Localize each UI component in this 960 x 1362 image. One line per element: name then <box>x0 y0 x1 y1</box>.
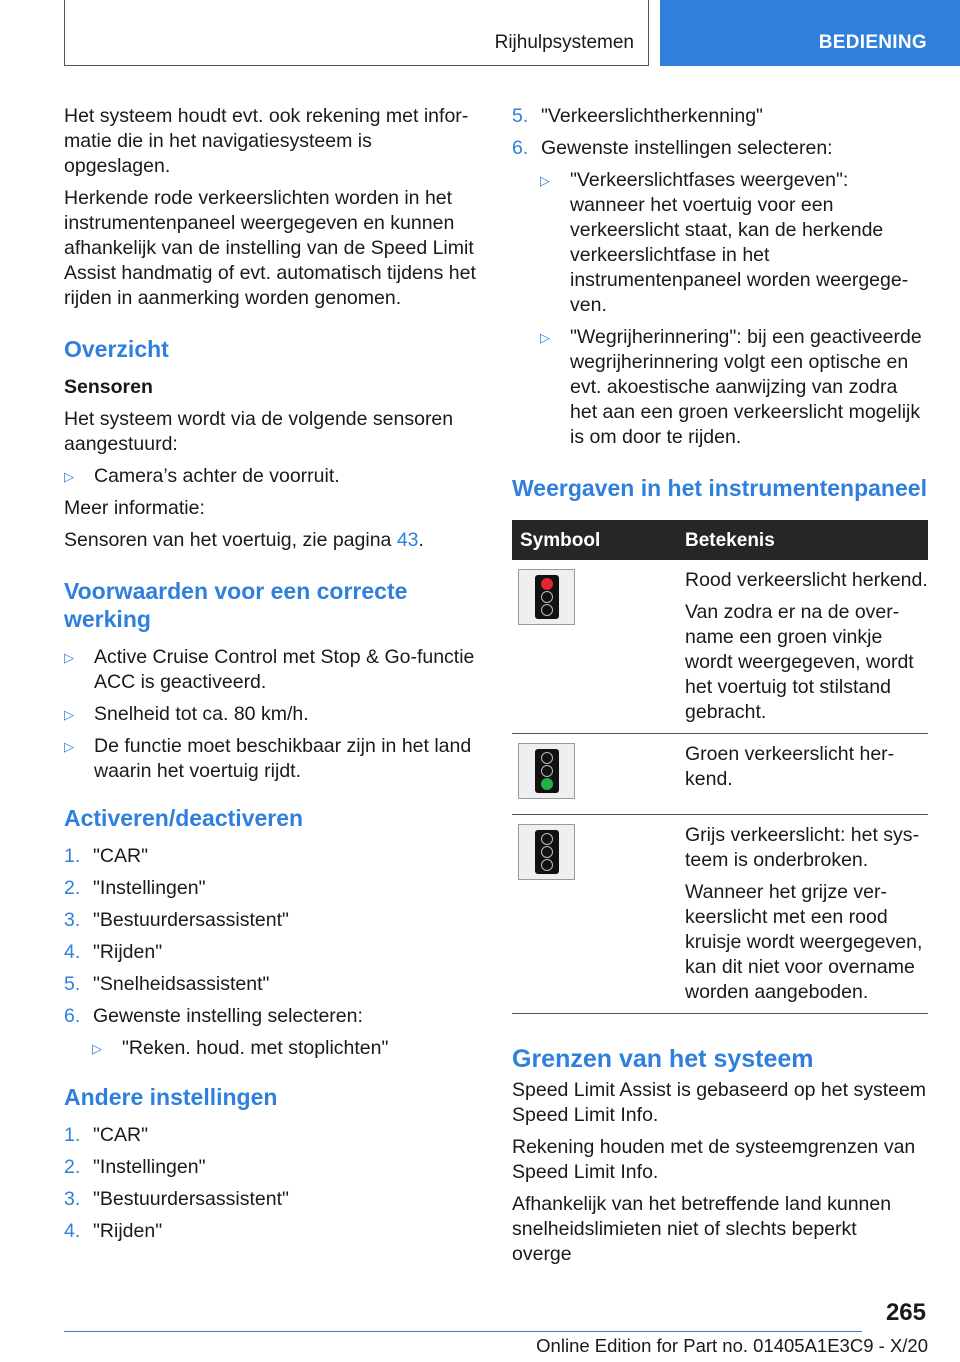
header-chapter-tab <box>660 0 960 66</box>
list-item: 3. "Bestuurdersassistent" <box>64 909 289 931</box>
symbol-table <box>512 520 928 1014</box>
subheading-sensoren: Sensoren <box>64 376 153 398</box>
continued-steps <box>512 104 928 161</box>
triangle-bullet-icon: ▷ <box>64 469 74 484</box>
list-item: ▷ De functie moet beschikbaar zijn in het land waarin het voertuig rijdt. <box>64 735 472 782</box>
chapter-title: BEDIENING <box>818 32 927 53</box>
table-header-row <box>512 520 928 560</box>
activeren-steps <box>64 844 476 1029</box>
page-reference: Sensoren van het voertuig, zie pagina 43. <box>64 529 424 551</box>
triangle-bullet-icon: ▷ <box>540 330 550 345</box>
list-item: 6. Gewenste instellingen selecteren: <box>512 137 833 159</box>
list-item: 6. Gewenste instelling selecteren: <box>64 1005 363 1027</box>
table-row: Grijs verkeerslicht: het systeem is onderbroken. Wanneer het grijze verkeerslicht met een rood kruisje wordt weergegeven, kan dit niet voor overname worden aangeboden. <box>512 815 928 1014</box>
heading-grenzen: Grenzen van het systeem <box>512 1045 814 1073</box>
column-header-symbol: Symbool <box>512 520 685 560</box>
header-section-tab <box>64 0 649 66</box>
triangle-bullet-icon: ▷ <box>64 739 74 754</box>
page-reference-link[interactable]: 43 <box>396 529 419 551</box>
list-item: 1. "CAR" <box>64 1124 149 1146</box>
intro-paragraph-2: Herkende rode verkeerslichten worden in het instrumentenpaneel weergegeven en kunnen afhankelijk van de instelling van de Speed Limit Assist handmatig of evt. automatisch tijdens het rijden in aanmerking worden genomen. <box>64 187 476 309</box>
green-traffic-light-icon <box>518 743 575 799</box>
table-row: Groen verkeerslicht herkend. <box>512 734 928 815</box>
heading-andere: Andere instellingen <box>64 1084 278 1110</box>
sensoren-list <box>64 464 476 489</box>
list-item: 4. "Rijden" <box>64 941 163 963</box>
list-item: 4. "Rijden" <box>64 1220 163 1242</box>
grenzen-paragraph-2: Rekening houden met de systeemgrenzen van Speed Limit Info. <box>512 1136 916 1183</box>
table-row: Rood verkeerslicht herkend. Van zodra er na de overname een groen vinkje wordt weergegeven, wordt het voertuig tot stilstand gebracht. <box>512 560 928 734</box>
andere-steps <box>64 1123 476 1244</box>
heading-overzicht: Overzicht <box>64 336 169 362</box>
list-item: ▷ "Verkeerslichtfases weergeven": wanneer het voertuig voor een verkeerslicht staat, kan de herkende verkeerslichtfase in het instrumentenpaneel worden weergegeven. <box>540 169 909 316</box>
sensoren-paragraph: Het systeem wordt via de volgende sensoren aangestuurd: <box>64 408 454 455</box>
list-item: ▷ Camera’s achter de voorruit. <box>64 465 340 487</box>
more-info-label: Meer informatie: <box>64 497 205 519</box>
footer-divider <box>64 1331 862 1332</box>
page-number: 265 <box>885 1299 926 1326</box>
section-title: Rijhulpsystemen <box>494 32 634 53</box>
footer-edition: Online Edition for Part no. 01405A1E3C9 - X/20 <box>536 1335 928 1356</box>
list-item: 3. "Bestuurdersassistent" <box>64 1188 289 1210</box>
list-item: 2. "Instellingen" <box>64 877 206 899</box>
left-column <box>64 104 476 1251</box>
triangle-bullet-icon: ▷ <box>92 1041 102 1056</box>
list-item: ▷ "Wegrijherinnering": bij een geactiveerde wegrijherinnering volgt een optische en evt. akoestische aanwijzing van zodra het aan een groen verkeerslicht mogelijk is om door te rijden. <box>540 326 922 448</box>
column-header-meaning: Betekenis <box>685 520 928 560</box>
list-item: 5. "Verkeerslichtherkenning" <box>512 105 763 127</box>
heading-weergaven: Weergaven in het instrumentenpaneel <box>512 475 927 501</box>
red-traffic-light-icon <box>518 569 575 625</box>
list-item: ▷ "Reken. houd. met stoplichten" <box>92 1037 389 1059</box>
triangle-bullet-icon: ▷ <box>64 707 74 722</box>
continued-sublist <box>512 168 928 450</box>
intro-paragraph-1: Het systeem houdt evt. ook rekening met informatie die in het navigatiesysteem is opgeslagen. <box>64 105 469 177</box>
voorwaarden-list <box>64 645 476 784</box>
list-item: 5. "Snelheidsassistent" <box>64 973 270 995</box>
list-item: ▷ Snelheid tot ca. 80 km/h. <box>64 703 309 725</box>
list-item: 2. "Instellingen" <box>64 1156 206 1178</box>
heading-activeren: Activeren/deactiveren <box>64 805 304 831</box>
heading-voorwaarden: Voorwaarden voor een correcte werking <box>64 578 408 632</box>
grenzen-paragraph-3: Afhankelijk van het betreffende land kunnen snelheidslimieten niet of slechts beperkt overge <box>512 1193 892 1265</box>
grenzen-paragraph-1: Speed Limit Assist is gebaseerd op het systeem Speed Limit Info. <box>512 1079 927 1126</box>
list-item: 1. "CAR" <box>64 845 149 867</box>
activeren-sublist <box>64 1036 476 1061</box>
triangle-bullet-icon: ▷ <box>540 173 550 188</box>
grey-traffic-light-icon <box>518 824 575 880</box>
right-column <box>512 104 928 1274</box>
triangle-bullet-icon: ▷ <box>64 650 74 665</box>
list-item: ▷ Active Cruise Control met Stop & Go-functie ACC is geactiveerd. <box>64 646 475 693</box>
